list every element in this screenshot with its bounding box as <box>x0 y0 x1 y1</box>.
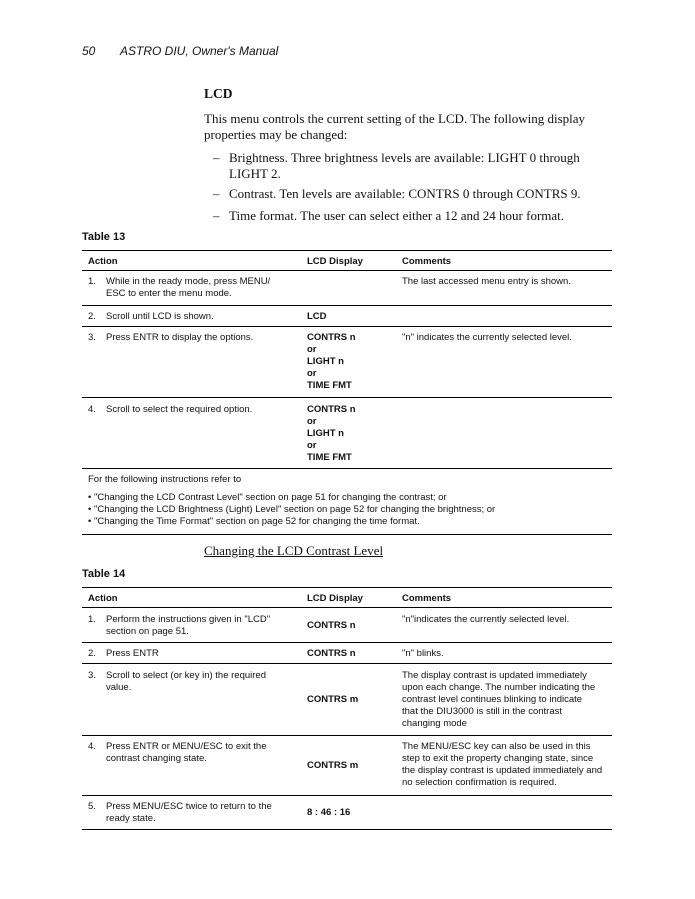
table-row-lcd: CONTRS m <box>307 760 359 771</box>
section-heading: LCD <box>204 86 233 101</box>
table-row-comment: The MENU/ESC key can also be used in this step to exit the property changing state, since the display contrast is updated immediately and no selection confirmation is required. <box>402 741 603 788</box>
row-rule <box>82 468 612 469</box>
table14-header-rule <box>82 607 612 608</box>
table14-header-action: Action <box>88 593 118 604</box>
table-row-action: Press ENTR or MENU/ESC to exit the contrast changing state. <box>106 741 267 764</box>
table-row-lcd: CONTRS n <box>307 648 356 659</box>
page-number: 50 <box>82 44 96 58</box>
table14-header-comments: Comments <box>402 593 452 604</box>
section-title-contrast: Changing the LCD Contrast Level <box>204 543 384 558</box>
table-row-action: While in the ready mode, press MENU/ ESC to enter the menu mode. <box>106 276 271 299</box>
table-row-num: 2. <box>88 648 96 659</box>
bullet-time-format: – Time format. The user can select either a 12 and 24 hour format. <box>213 208 565 223</box>
table13-header-rule <box>82 270 612 271</box>
table-row-lcd: CONTRS n or LIGHT n or TIME FMT <box>307 332 356 391</box>
row-rule <box>82 397 612 398</box>
table14-top-rule <box>82 587 612 588</box>
table-row-num: 3. <box>88 332 96 343</box>
row-rule <box>82 305 612 306</box>
table-row-lcd: LCD <box>307 311 327 322</box>
table-row-lcd: CONTRS n or LIGHT n or TIME FMT <box>307 404 356 463</box>
table14-label: Table 14 <box>82 568 126 580</box>
page-header <box>82 44 278 58</box>
table-row-action: Scroll until LCD is shown. <box>106 311 214 322</box>
table-row-num: 5. <box>88 801 96 812</box>
section-intro: This menu controls the current setting of the LCD. The following display properties may be changed: <box>204 111 586 142</box>
table-row-comment: "n" indicates the currently selected level. <box>402 332 572 343</box>
table-row-num: 3. <box>88 670 96 681</box>
bullet-contrast: – Contrast. Ten levels are available: CONTRS 0 through CONTRS 9. <box>213 186 581 201</box>
table-row-lcd: CONTRS n <box>307 620 356 631</box>
table-row-comment: "n"indicates the currently selected level. <box>402 614 570 625</box>
table-row-action: Scroll to select the required option. <box>106 404 253 415</box>
table-row-num: 2. <box>88 311 96 322</box>
row-rule <box>82 735 612 736</box>
table-row-comment: "n" blinks. <box>402 648 444 659</box>
table14-header-lcd: LCD Display <box>307 593 363 604</box>
table-row-num: 1. <box>88 614 96 625</box>
table-row-comment: The display contrast is updated immediately upon each change. The number indicating the contrast level continues blinking to indicate that the DIU3000 is still in the contrast changing mode <box>402 670 596 729</box>
row-rule <box>82 663 612 664</box>
manual-title: ASTRO DIU, Owner's Manual <box>120 44 279 58</box>
table13-bottom-rule <box>82 534 612 535</box>
table13-top-rule <box>82 250 612 251</box>
table-row-action: Perform the instructions given in "LCD" section on page 51. <box>106 614 271 637</box>
table-row-action: Press MENU/ESC twice to return to the ready state. <box>106 801 272 824</box>
table13-header-comments: Comments <box>402 256 452 267</box>
table13-note: For the following instructions refer to • "Changing the LCD Contrast Level" section on page 51 for changing the contrast; or • "Changing the LCD Brightness (Light) Level" section on page 52 for changing the brightness; or • "Changing the Time Format" section on page 52 for changing the time format. <box>88 474 496 527</box>
table-row-lcd: 8 : 46 : 16 <box>307 807 351 818</box>
table-row-comment: The last accessed menu entry is shown. <box>402 276 571 287</box>
row-rule <box>82 795 612 796</box>
table13-header-action: Action <box>88 256 118 267</box>
table14-bottom-rule <box>82 829 612 830</box>
table-row-action: Press ENTR <box>106 648 159 659</box>
bullet-brightness: – Brightness. Three brightness levels are available: LIGHT 0 through LIGHT 2. <box>213 150 580 181</box>
table-row-num: 1. <box>88 276 96 287</box>
table13-header-lcd: LCD Display <box>307 256 363 267</box>
table-row-num: 4. <box>88 741 96 752</box>
table-row-num: 4. <box>88 404 96 415</box>
table-row-action: Press ENTR to display the options. <box>106 332 254 343</box>
table-row-lcd: CONTRS m <box>307 694 359 705</box>
table13-label: Table 13 <box>82 231 126 243</box>
row-rule <box>82 326 612 327</box>
row-rule <box>82 642 612 643</box>
table-row-action: Scroll to select (or key in) the required value. <box>106 670 266 693</box>
